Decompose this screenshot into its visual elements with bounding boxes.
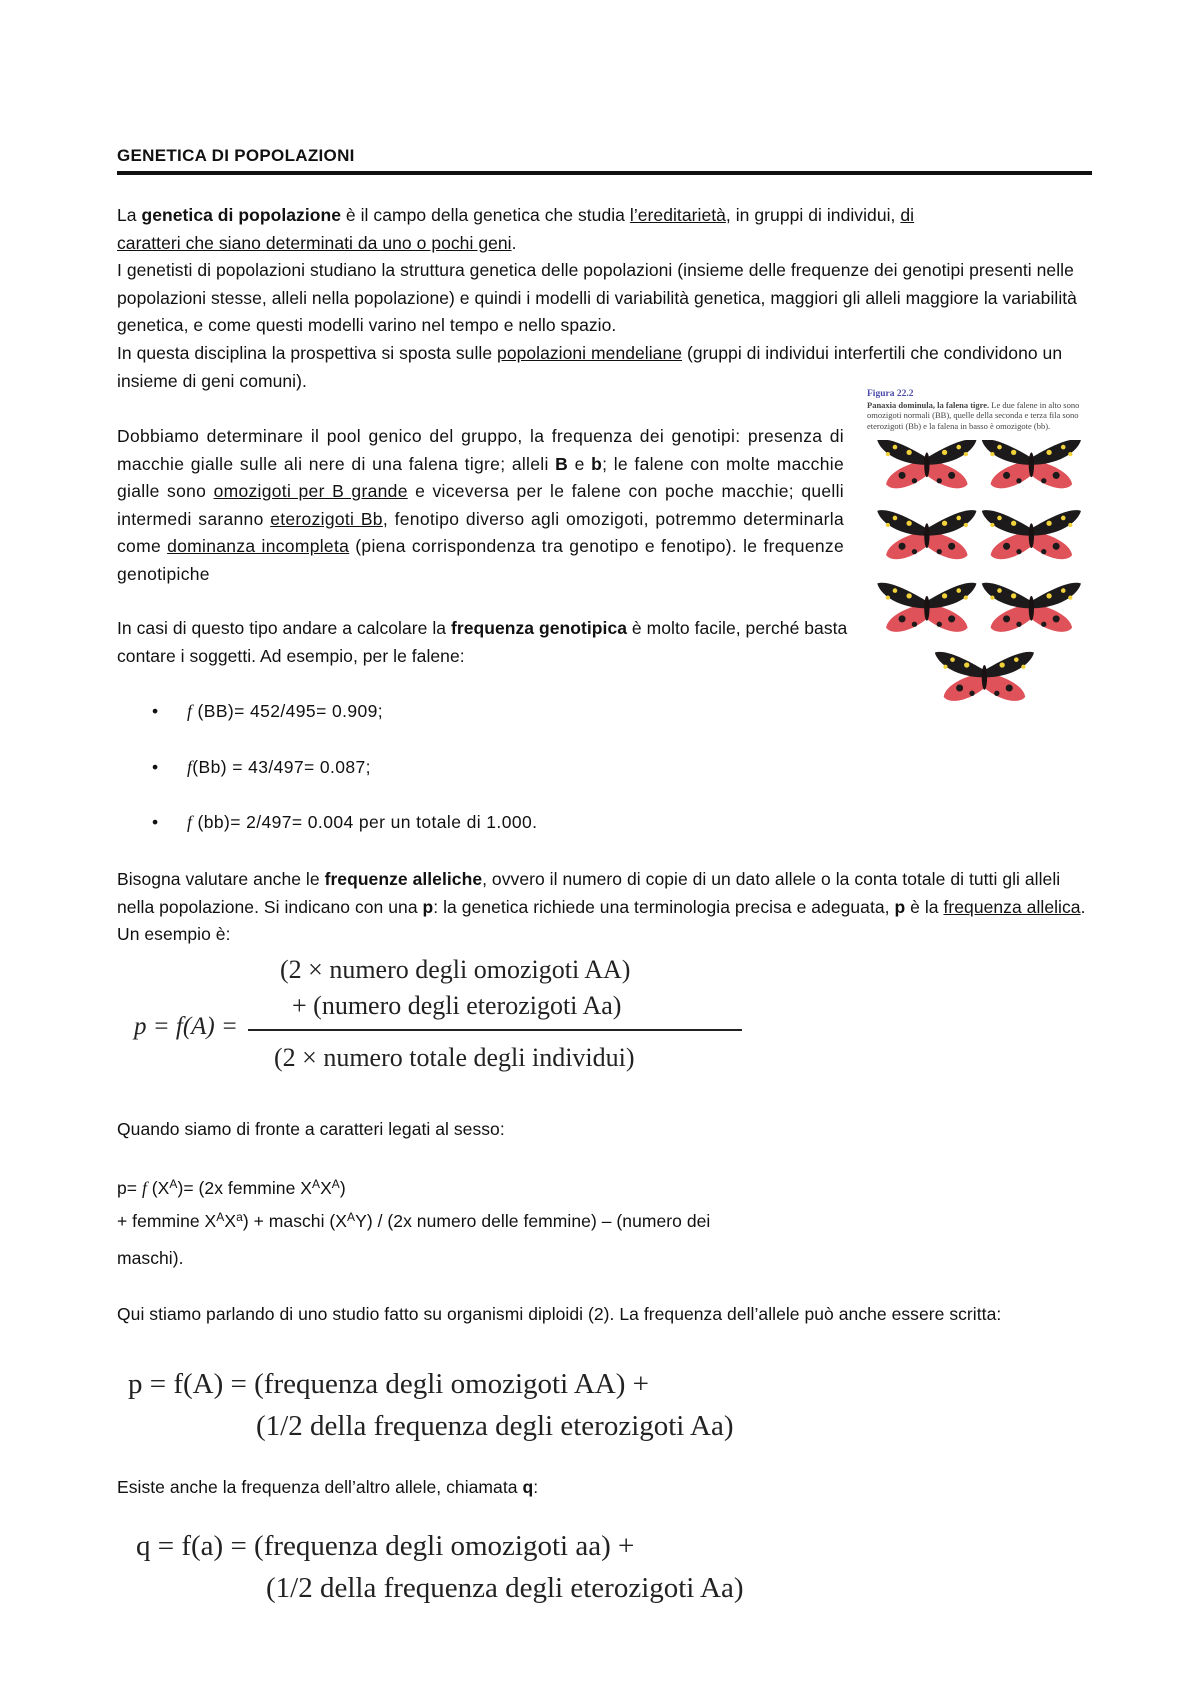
paragraph-sex-linked: Quando siamo di fronte a caratteri legati al sesso:	[117, 1119, 505, 1139]
text: è molto facile, perché basta contare i soggetti. Ad esempio, per le falene:	[117, 618, 848, 666]
bold-term: q	[522, 1477, 534, 1497]
text: + femmine X	[117, 1211, 217, 1231]
text: : la genetica richiede una terminologia precisa e adeguata,	[433, 896, 895, 917]
text: è il campo della genetica che studia	[341, 205, 630, 225]
text: (piena corrispondenza tra genotipo e fenotipo). le frequenze genotipiche	[117, 536, 844, 584]
figure-caption	[867, 388, 1107, 431]
f-symbol: f	[141, 1178, 147, 1198]
text: . Un esempio è:	[117, 896, 1086, 944]
allele-B: B	[555, 453, 569, 474]
bold-term: genetica di popolazione	[141, 205, 341, 225]
formula-allelic-frequency	[120, 955, 760, 1085]
underlined-term: l’ereditarietà	[629, 205, 726, 225]
paragraph-allelic-frequency	[117, 866, 1102, 949]
moth-bb	[935, 652, 1034, 701]
paragraph-q-allele	[117, 1474, 538, 1502]
fraction-bar	[248, 1029, 742, 1031]
f-symbol: f	[187, 812, 193, 832]
moth-BB-2	[982, 440, 1081, 488]
text: In questa disciplina la prospettiva si sposta sulle	[117, 343, 498, 363]
bullet-dot: •	[152, 757, 159, 777]
text: , ovvero il numero di copie di un dato allele o la conta totale di tutti gli alleli nella popolazione. Si indicano con una	[117, 869, 1061, 917]
text: :	[533, 1477, 539, 1497]
f-symbol: f	[187, 757, 193, 777]
text: .	[511, 232, 517, 253]
figure-caption-bold: Panaxia dominula, la falena tigre.	[867, 399, 990, 410]
text: )	[339, 1178, 346, 1198]
moth-Bb-2	[982, 510, 1081, 559]
underlined-term: caratteri che siano determinati da uno o pochi geni	[117, 232, 512, 253]
formula-q	[136, 1530, 896, 1620]
text: (BB)= 452/495= 0.909;	[192, 701, 384, 721]
text: X	[224, 1211, 237, 1231]
formula-denominator: (2 × numero totale degli individui)	[274, 1043, 635, 1072]
text: Esiste anche la frequenza dell’altro allele, chiamata	[117, 1477, 523, 1497]
underlined-term: omozigoti per B grande	[213, 481, 408, 501]
allele-b: b	[591, 453, 603, 474]
text: p=	[117, 1178, 142, 1198]
text: X	[320, 1178, 332, 1198]
moth-Bb-4	[982, 583, 1081, 632]
text: )= (2x femmine X	[177, 1178, 312, 1198]
text: (gruppi di individui interfertili che condividono un insieme di geni comuni).	[117, 343, 1063, 391]
bullet-dot: •	[152, 812, 159, 832]
formula-p-line-1: p = f(A) = (frequenza degli omozigoti AA) +	[128, 1368, 649, 1400]
text: ; le falene con molte macchie gialle sono	[117, 453, 844, 501]
text: Y) / (2x numero delle femmine) – (numero dei	[355, 1211, 711, 1231]
paragraph-mendelian	[117, 340, 1092, 395]
paragraph-gene-pool	[117, 423, 844, 588]
bullet-item-BB	[187, 701, 383, 722]
text: , in gruppi di individui,	[725, 205, 901, 225]
underlined-term: popolazioni mendeliane	[497, 343, 683, 363]
f-symbol: f	[187, 701, 193, 721]
bullet-item-bb	[187, 812, 537, 833]
superscript: A	[216, 1210, 225, 1224]
text: e	[568, 453, 592, 474]
moth-Bb-1	[877, 510, 976, 559]
bold-term: frequenza genotipica	[450, 618, 628, 638]
sex-linked-formula	[117, 1172, 877, 1238]
bullet-dot: •	[152, 701, 159, 721]
formula-p-line-2: (1/2 della frequenza degli eterozigoti Aa)	[256, 1410, 734, 1442]
bold-term: frequenze alleliche	[324, 869, 483, 889]
moth-BB-1	[877, 440, 976, 488]
superscript: A	[331, 1177, 340, 1191]
underlined-term: frequenza allelica	[943, 896, 1081, 917]
superscript: a	[236, 1210, 243, 1224]
figure-label: Figura 22.2	[867, 389, 914, 399]
text: (X	[146, 1178, 170, 1198]
text: ) + maschi (X	[242, 1211, 348, 1231]
formula-lhs: p = f(A) =	[134, 1013, 238, 1040]
text: e viceversa per le falene con poche macchie; quelli intermedi saranno	[117, 481, 844, 529]
superscript: A	[312, 1177, 321, 1191]
underlined-term: di	[900, 205, 915, 225]
formula-numerator-2: + (numero degli eterozigoti Aa)	[292, 991, 622, 1020]
formula-q-line-1: q = f(a) = (frequenza degli omozigoti aa) +	[136, 1530, 635, 1562]
bullet-item-Bb	[187, 757, 371, 778]
formula-p	[128, 1368, 888, 1458]
title-rule	[117, 171, 1092, 175]
text: , fenotipo diverso agli omozigoti, potremmo determinarla come	[117, 508, 844, 556]
underlined-term: eterozigoti Bb	[270, 508, 383, 529]
moth-Bb-3	[877, 583, 976, 632]
text: In casi di questo tipo andare a calcolare la	[117, 618, 451, 638]
sex-linked-formula-end: maschi).	[117, 1248, 184, 1268]
page-title: GENETICA DI POPOLAZIONI	[117, 146, 355, 165]
paragraph-definition	[117, 202, 1092, 257]
paragraph-geneticists: I genetisti di popolazioni studiano la struttura genetica delle popolazioni (insieme delle frequenze dei genotipi presenti nelle popolazioni stesse, alleli nella popolazione) e quindi i modelli di variabilità genetica, maggiori gli alleli maggiore la variabilità genetica, e come questi modelli varino nel tempo e nello spazio.	[117, 260, 1077, 335]
bold-term: p	[422, 896, 434, 917]
text: La	[117, 205, 142, 225]
text: Bisogna valutare anche le	[117, 869, 325, 889]
superscript: A	[347, 1210, 356, 1224]
paragraph-diploid: Qui stiamo parlando di uno studio fatto su organismi diploidi (2). La frequenza dell’allele può anche essere scritta:	[117, 1304, 1002, 1324]
text: (Bb) = 43/497= 0.087;	[192, 757, 371, 777]
underlined-term: dominanza incompleta	[167, 536, 350, 556]
text: è la	[905, 896, 944, 917]
moth-figure	[860, 440, 1100, 750]
formula-numerator-1: (2 × numero degli omozigoti AA)	[280, 955, 631, 984]
paragraph-genotypic-frequency	[117, 615, 857, 670]
text: Dobbiamo determinare il pool genico del gruppo, la frequenza dei genotipi: presenza di macchie gialle sulle ali nere di una falena tigre; alleli	[117, 426, 844, 474]
figure-caption-text: Le due falene in alto sono omozigoti normali (BB), quelle della seconda e terza fila sono eterozigoti (Bb) e la falena in basso è omozigote (bb).	[867, 399, 1080, 431]
superscript: A	[169, 1177, 178, 1191]
text: (bb)= 2/497= 0.004 per un totale di 1.000.	[192, 812, 538, 832]
formula-q-line-2: (1/2 della frequenza degli eterozigoti Aa)	[266, 1572, 744, 1604]
bold-term: p	[894, 896, 906, 917]
